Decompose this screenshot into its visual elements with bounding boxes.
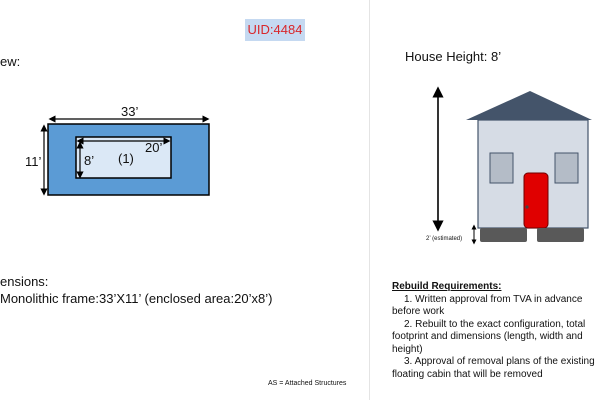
inner-width-label: 20’ [145, 140, 163, 155]
foundation-label: 2’ (estimated) [426, 236, 463, 242]
house-door [524, 173, 548, 228]
rebuild-item: 1. Written approval from TVA in advance before work [392, 293, 583, 317]
house-window-right [555, 153, 578, 183]
rebuild-item: 3. Approval of removal plans of the existing floating cabin that will be removed [392, 356, 595, 380]
outer-height-label: 11’ [25, 154, 42, 169]
door-knob [525, 205, 528, 208]
inner-height-label: 8’ [84, 153, 95, 168]
house-height-label: House Height: 8’ [405, 49, 502, 64]
rebuild-item: 2. Rebuilt to the exact configuration, total footprint and dimensions (length, width and height) [392, 318, 586, 355]
uid-badge: UID:4484 [245, 19, 305, 41]
house-roof [466, 91, 592, 120]
foundation-block-right [537, 228, 584, 242]
rebuild-requirements [392, 281, 600, 381]
dimensions-line: Monolithic frame:33’X11’ (enclosed area:20’x8’) [0, 291, 273, 306]
outer-width-label: 33’ [121, 104, 139, 119]
foundation-block-left [480, 228, 527, 242]
house-window-left [490, 153, 513, 183]
rebuild-heading: Rebuild Requirements: [392, 281, 502, 292]
dimensions-heading: ensions: [0, 274, 49, 289]
view-label: ew: [0, 54, 21, 69]
inner-id-label: (1) [118, 151, 134, 166]
footer-note: AS = Attached Structures [268, 380, 347, 387]
